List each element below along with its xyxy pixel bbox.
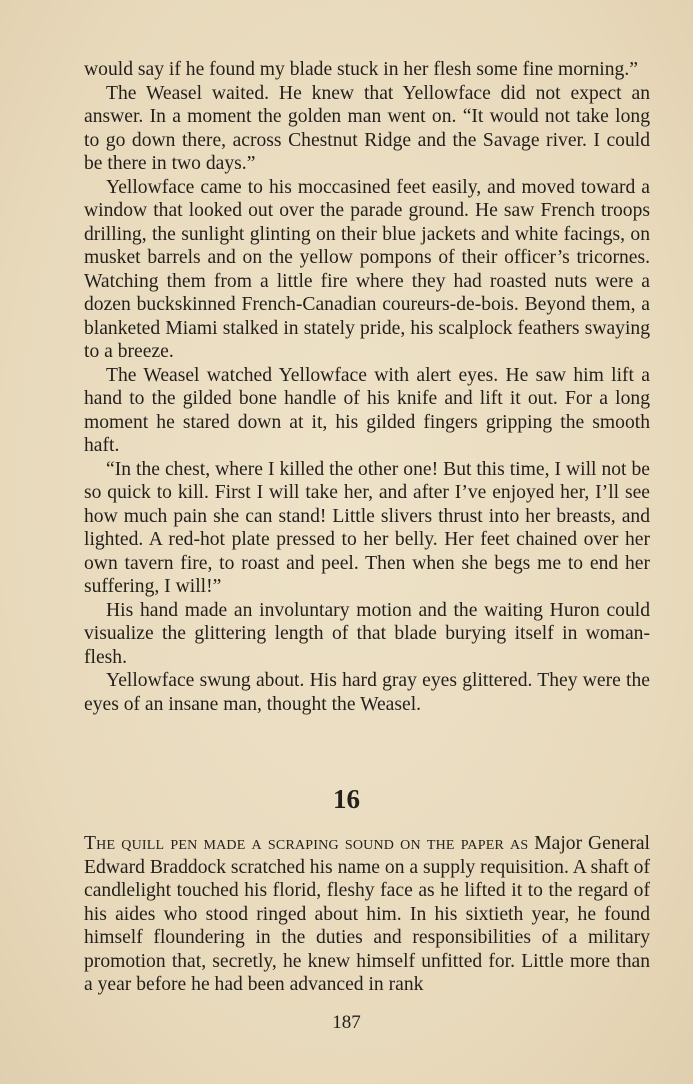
chapter-body: Major General Edward Braddock scratched his name on a supply requisition. A shaft of candlelight touched his florid, fleshy face as he lifted it to the regard of his aides who stood ringed about him. In his sixtieth year, he found himself floundering in the duties and responsibilities of a military promotion that, secretly, he knew himself unfitted for. Little more than a year before he had been advanced in rank [84,833,650,995]
chapter-lead-in: The quill pen made a scraping sound on the paper as [84,833,529,854]
page-number: 187 [332,1012,361,1033]
chapter-heading: 16 [333,784,360,814]
body-text [84,58,650,716]
paragraph-6: His hand made an involuntary motion and the waiting Huron could visualize the glittering length of that blade burying itself in woman-flesh. [84,599,650,668]
paragraph-4: The Weasel watched Yellowface with alert eyes. He saw him lift a hand to the gilded bone handle of his knife and lift it out. For a long moment he stared down at it, his gilded fingers gripping the smooth haft. [84,364,650,456]
paragraph-3: Yellowface came to his moccasined feet easily, and moved toward a window that looked out over the parade ground. He saw French troops drilling, the sunlight glinting on their blue jackets and white facings, on musket barrels and on the yellow pompons of their officer’s tricornes. Watching them from a little fire where they had roasted nuts were a dozen buckskinned French-Canadian coureurs-de-bois. Beyond them, a blanketed Miami stalked in stately pride, his scalplock feathers swaying to a breeze. [84,176,650,362]
chapter-opening [84,832,650,997]
paragraph-5: “In the chest, where I killed the other one! But this time, I will not be so quick to kill. First I will take her, and after I’ve enjoyed her, I’ll see how much pain she can stand! Little slivers thrust into her breasts, and lighted. A red-hot plate pressed to her belly. Her feet chained over her own tavern fire, to roast and peel. Then when she begs me to end her suffering, I will!” [84,458,650,597]
paragraph-1: would say if he found my blade stuck in her flesh some fine morning.” [84,59,638,80]
paragraph-7: Yellowface swung about. His hard gray eyes glittered. They were the eyes of an insane man, thought the Weasel. [84,670,650,715]
paragraph-2: The Weasel waited. He knew that Yellowface did not expect an answer. In a moment the golden man went on. “It would not take long to go down there, across Chestnut Ridge and the Savage river. I could be there in two days.” [84,82,650,174]
chapter-paragraph [84,832,650,997]
